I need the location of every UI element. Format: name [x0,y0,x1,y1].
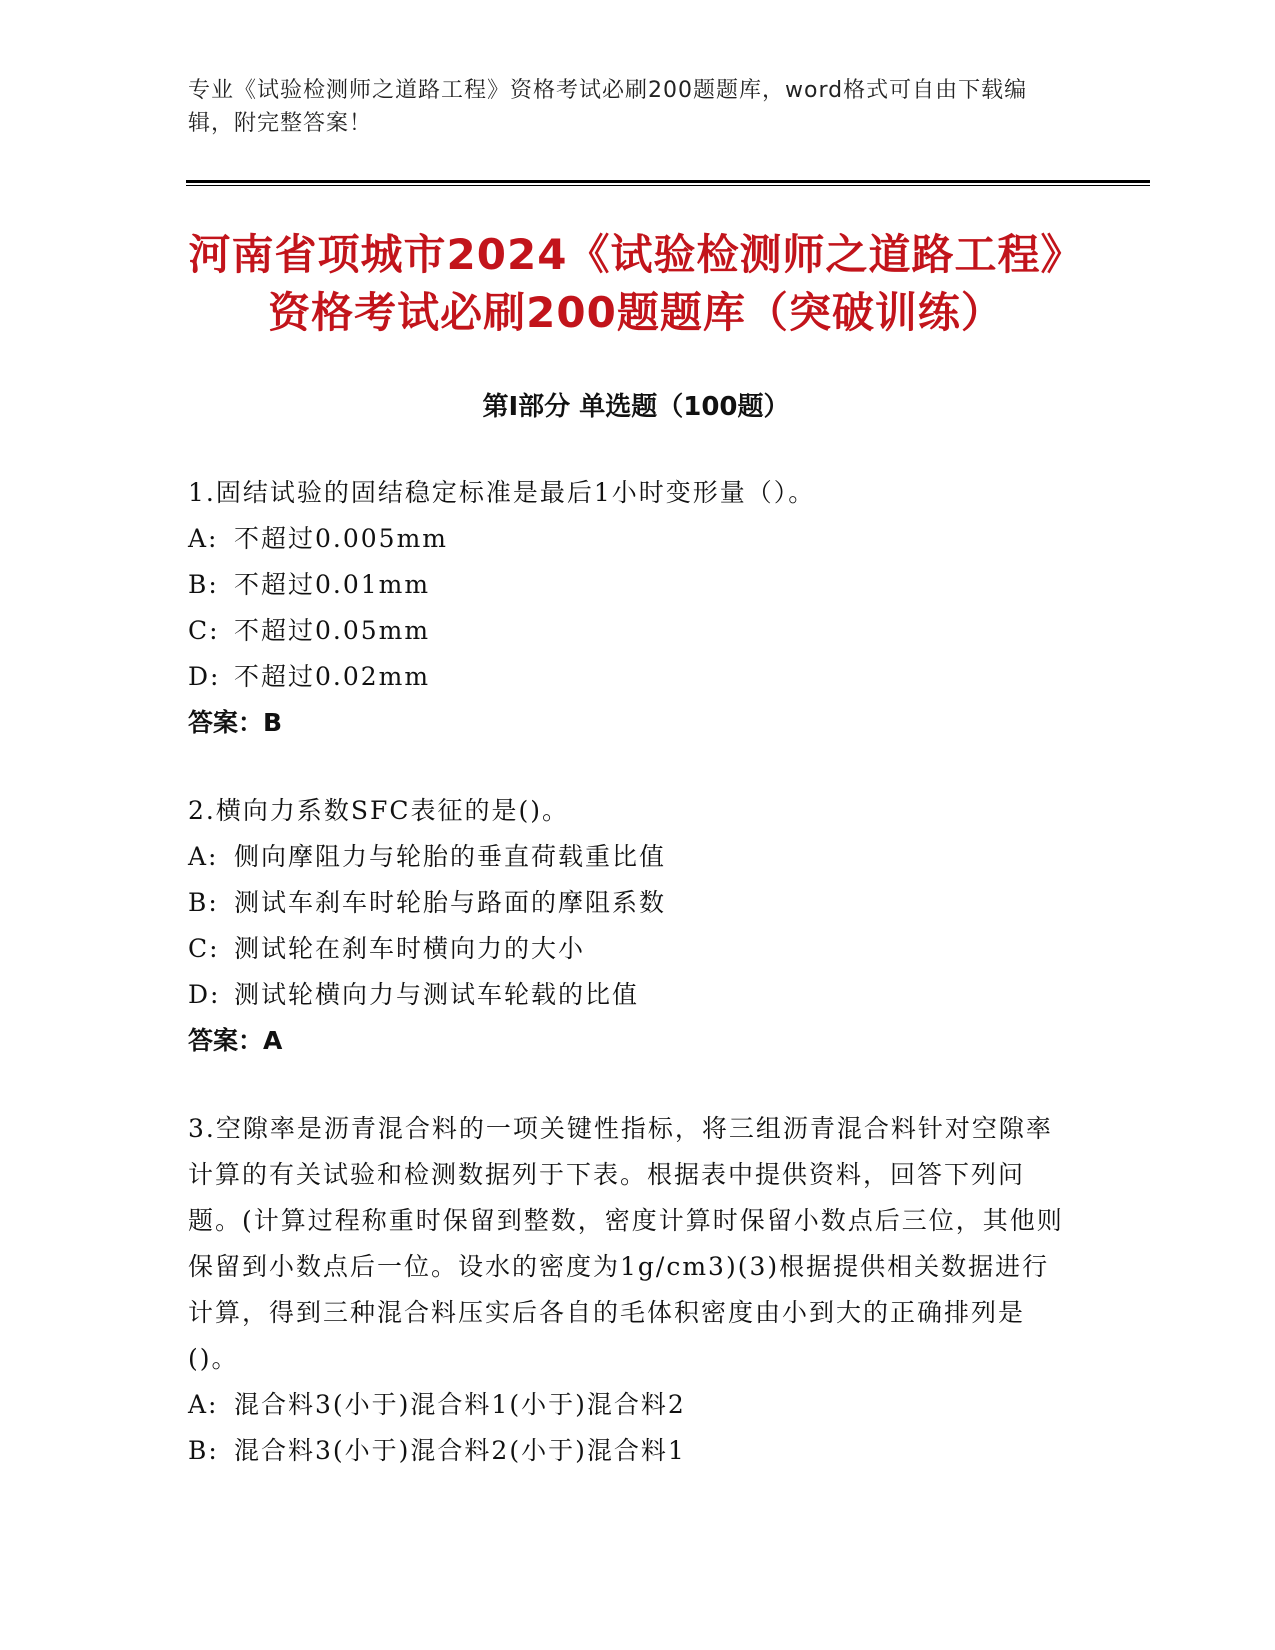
header-rule-thick [186,180,1150,183]
option-letter: D: [188,662,221,691]
option-letter: B: [188,1436,219,1465]
option-letter: A: [188,524,219,553]
option-text: 测试轮在刹车时横向力的大小 [234,934,586,963]
question-1 [188,470,1068,746]
document-title: 河南省项城市2024《试验检测师之道路工程》资格考试必刷200题题库（突破训练） [188,230,1084,337]
option-b [188,1428,1068,1474]
option-text: 不超过0.05mm [234,616,431,645]
option-a [188,834,1068,880]
option-text: 不超过0.01mm [234,570,431,599]
header-note: 专业《试验检测师之道路工程》资格考试必刷200题题库，word格式可自由下载编辑，附完整答案！ [188,78,1028,136]
option-c [188,926,1068,972]
header-rule-thin [186,185,1150,186]
answer: 答案：A [188,1026,283,1055]
option-d [188,654,1068,700]
option-letter: B: [188,888,219,917]
option-letter: C: [188,616,220,645]
option-text: 测试轮横向力与测试车轮载的比值 [234,980,640,1009]
option-text: 混合料3(小于)混合料1(小于)混合料2 [234,1390,686,1419]
option-text: 不超过0.005mm [234,524,448,553]
question-2 [188,788,1068,1064]
option-letter: D: [188,980,221,1009]
option-c [188,608,1068,654]
question-list [188,470,1068,1516]
option-a [188,1382,1068,1428]
option-text: 测试车刹车时轮胎与路面的摩阻系数 [234,888,667,917]
section-heading: 第Ⅰ部分 单选题（100题） [482,392,790,422]
question-3 [188,1106,1068,1474]
option-text: 侧向摩阻力与轮胎的垂直荷载重比值 [234,842,667,871]
option-b [188,562,1068,608]
question-stem: 3.空隙率是沥青混合料的一项关键性指标，将三组沥青混合料针对空隙率计算的有关试验和检测数据列于下表。根据表中提供资料，回答下列问题。(计算过程称重时保留到整数，密度计算时保留小数点后三位，其他则保留到小数点后一位。设水的密度为1g/cm3)(3)根据提供相关数据进行计算，得到三种混合料压实后各自的毛体积密度由小到大的正确排列是()。 [188,1114,1064,1373]
option-b [188,880,1068,926]
option-text: 不超过0.02mm [234,662,431,691]
option-letter: C: [188,934,220,963]
option-letter: B: [188,570,219,599]
question-stem: 2.横向力系数SFC表征的是()。 [188,796,569,825]
question-stem: 1.固结试验的固结稳定标准是最后1小时变形量（）。 [188,478,816,507]
option-a [188,516,1068,562]
option-d [188,972,1068,1018]
option-letter: A: [188,842,219,871]
option-text: 混合料3(小于)混合料2(小于)混合料1 [234,1436,686,1465]
option-letter: A: [188,1390,219,1419]
answer: 答案：B [188,708,283,737]
